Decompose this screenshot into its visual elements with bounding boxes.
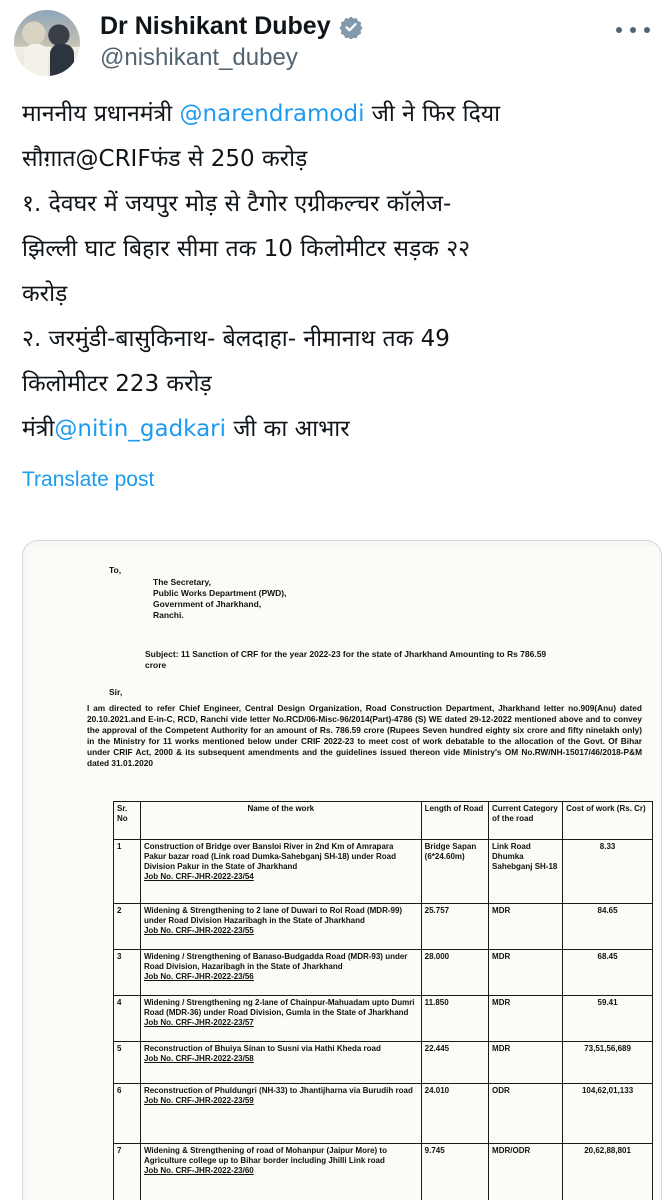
table-row [114,1084,653,1144]
doc-addressee-line: Government of Jharkhand, [153,599,262,609]
name-row [100,12,363,41]
job-number: Job No. CRF-JHR-2022-23/54 [143,872,254,881]
cell-sr: 4 [114,996,141,1042]
col-header: Sr. No [114,802,141,840]
cell-cost: 84.65 [563,904,653,950]
works-table [113,801,653,1200]
doc-addressee-line: The Secretary, [153,577,211,587]
cell-length: 25.757 [421,904,488,950]
cell-category: MDR [489,950,563,996]
translate-post-link[interactable]: Translate post [22,468,155,491]
table-row [114,840,653,904]
avatar[interactable] [14,10,80,76]
doc-salutation: Sir, [109,687,123,697]
cell-work-name [140,904,421,950]
letter-document [27,547,659,1200]
mention-link[interactable]: @nitin_gadkari [54,416,227,442]
table-row [114,904,653,950]
job-number: Job No. CRF-JHR-2022-23/57 [143,1018,254,1027]
post-line: करोड़ [22,281,68,307]
mention-link[interactable]: @narendramodi [179,101,365,127]
work-name: Widening / Strengthening of Banaso-Budgadda Road (MDR-93) under Road Division, Hazaribagh in the State of Jharkhand [143,952,408,971]
doc-subject: Subject: 11 Sanction of CRF for the year 2022-23 for the state of Jharkhand Amounting to Rs 786.59 [145,649,547,659]
cell-sr: 3 [114,950,141,996]
work-name: Widening & Strengthening of road of Mohanpur (Jaipur More) to Agriculture college up to Bihar border including Jhilli Link road [143,1146,387,1165]
post-text [22,92,662,452]
cell-work-name [140,1084,421,1144]
cell-category: MDR [489,904,563,950]
cell-cost: 104,62,01,133 [563,1084,653,1144]
cell-category: Link Road Dhumka Sahebganj SH-18 [489,840,563,904]
table-row [114,1144,653,1200]
post-line: झिल्ली घाट बिहार सीमा तक 10 किलोमीटर सड़क २२ [22,236,471,262]
post-line: मंत्री@nitin_gadkari जी का आभार [22,416,350,442]
author-handle[interactable]: @nishikant_dubey [100,44,298,71]
col-header: Current Category of the road [489,802,563,840]
display-name[interactable]: Dr Nishikant Dubey [100,12,331,40]
work-name: Construction of Bridge over Bansloi River in 2nd Km of Amrapara Pakur bazar road (Link road Dumka-Sahebganj SH-18) under Road Division Pakur in the State of Jharkhand [143,842,396,871]
job-number: Job No. CRF-JHR-2022-23/59 [143,1096,254,1105]
table-row [114,950,653,996]
work-name: Reconstruction of Phuldungri (NH-33) to Jhantijharna via Burudih road [143,1086,413,1095]
job-number: Job No. CRF-JHR-2022-23/56 [143,972,254,981]
doc-body: I am directed to refer Chief Engineer, Central Design Organization, Road Construction Department, Jharkhand letter no.909(Anu) dated 20.10.2021.and E-in-C, RCD, Ranchi vide letter No.RCD/06-Misc-96/2014(Part)-4786 (S) WE dated 29-12-2022 mentioned above and to convey the approval of the Competent Authority for an amount of Rs. 786.59 crore (Rupees Seven hundred eighty six crore and fifty ninelakh only) in the Ministry for 11 works mentioned below under CRIF 2022-23 to meet cost of work debatable to the allocation of the Govt. Of Bihar under CRIF Act, 2000 & its subsequent amendments and the guidelines issued thereon vide Ministry's OM No.RW/NH-15017/46/2018-P&M dated 31.01.2020 [87,703,642,768]
cell-sr: 1 [114,840,141,904]
post-line: १. देवघर में जयपुर मोड़ से टैगोर एग्रीकल्चर कॉलेज- [22,191,452,217]
doc-addressee-line: Public Works Department (PWD), [153,588,287,598]
job-number: Job No. CRF-JHR-2022-23/55 [143,926,254,935]
cell-category: MDR/ODR [489,1144,563,1200]
cell-category: MDR [489,996,563,1042]
cell-sr: 6 [114,1084,141,1144]
cell-length: 24.010 [421,1084,488,1144]
more-options-icon[interactable] [616,18,650,42]
attached-image[interactable] [22,540,662,1200]
table-header-row [114,802,653,840]
cell-cost: 59.41 [563,996,653,1042]
doc-addressee-line: Ranchi. [153,610,184,620]
cell-cost: 68.45 [563,950,653,996]
cell-work-name [140,1144,421,1200]
col-header: Name of the work [140,802,421,840]
post-header [0,0,672,90]
work-name: Widening & Strengthening to 2 lane of Duwari to Rol Road (MDR-99) under Road Division Hazaribagh in the State of Jharkhand [143,906,403,925]
cell-cost: 8.33 [563,840,653,904]
post-line: किलोमीटर 223 करोड़ [22,371,212,397]
cell-cost: 20,62,88,801 [563,1144,653,1200]
cell-length: 9.745 [421,1144,488,1200]
post-line: माननीय प्रधानमंत्री @narendramodi जी ने फिर दिया [22,101,501,127]
cell-sr: 5 [114,1042,141,1084]
cell-work-name [140,1042,421,1084]
cell-length: Bridge Sapan (6*24.60m) [421,840,488,904]
cell-length: 28.000 [421,950,488,996]
work-name: Widening / Strengthening ng 2-lane of Chainpur-Mahuadam upto Dumri Road (MDR-36) under Road Division, Gumla in the State of Jharkhand [143,998,415,1017]
cell-sr: 2 [114,904,141,950]
table-row [114,996,653,1042]
work-name: Reconstruction of Bhuiya Sinan to Susni via Hathi Kheda road [143,1044,381,1053]
cell-length: 11.850 [421,996,488,1042]
post-line: २. जरमुंडी-बासुकिनाथ- बेलदाहा- नीमानाथ तक 49 [22,326,450,352]
table-row [114,1042,653,1084]
cell-category: MDR [489,1042,563,1084]
cell-length: 22.445 [421,1042,488,1084]
cell-category: ODR [489,1084,563,1144]
verified-badge-icon [339,15,363,39]
col-header: Length of Road [421,802,488,840]
col-header: Cost of work (Rs. Cr) [563,802,653,840]
cell-cost: 73,51,56,689 [563,1042,653,1084]
job-number: Job No. CRF-JHR-2022-23/60 [143,1166,254,1175]
cell-work-name [140,950,421,996]
doc-to: To, [109,565,122,575]
doc-subject-cont: crore [145,660,167,670]
cell-work-name [140,840,421,904]
post-line: सौग़ात@CRIFफंड से 250 करोड़ [22,146,308,172]
job-number: Job No. CRF-JHR-2022-23/58 [143,1054,254,1063]
cell-work-name [140,996,421,1042]
cell-sr: 7 [114,1144,141,1200]
